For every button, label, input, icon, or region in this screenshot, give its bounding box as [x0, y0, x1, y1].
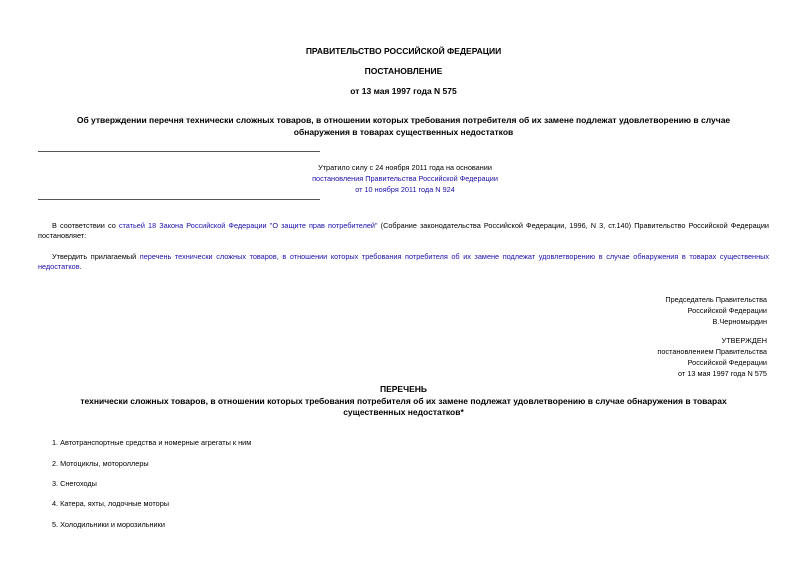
divider-top — [38, 151, 320, 152]
divider-bottom — [38, 199, 320, 200]
list-subtitle-line1: технически сложных товаров, в отношении которых требования потребителя об их замене подлежат удовлетворению в случае обнаружения в товарах — [80, 396, 727, 406]
document-title-line2: обнаружения в товарах существенных недостатков — [293, 127, 514, 137]
approved-country: Российской Федерации — [687, 358, 767, 367]
preamble-prefix: В соответствии со — [52, 221, 119, 230]
signature-position: Председатель Правительства — [665, 295, 767, 304]
law-article-link[interactable]: статьей 18 Закона Российской Федерации "О защите прав потребителей" — [118, 221, 378, 230]
list-subtitle-line2: существенных недостатков* — [343, 407, 464, 417]
signature-country: Российской Федерации — [687, 306, 767, 315]
signature-block — [507, 294, 767, 327]
government-name: ПРАВИТЕЛЬСТВО РОССИЙСКОЙ ФЕДЕРАЦИИ — [305, 46, 502, 56]
list-heading: ПЕРЕЧЕНЬ — [379, 384, 427, 394]
document-type: ПОСТАНОВЛЕНИЕ — [364, 66, 443, 76]
preamble-suffix: (Собрание законодательства Российской Федерации, 1996, N 3, ст.140) Правительство Российской Федерации постановляет: — [38, 221, 769, 240]
approved-label: УТВЕРЖДЕН — [721, 336, 767, 345]
list-item: 5. Холодильники и морозильники — [52, 520, 165, 529]
approved-by: постановлением Правительства — [657, 347, 767, 356]
approval-prefix: Утвердить прилагаемый — [52, 252, 140, 261]
list-item: 2. Мотоциклы, мотороллеры — [52, 459, 149, 468]
repeal-decree-link[interactable]: постановления Правительства Российской Федерации — [312, 174, 498, 183]
approval-suffix: . — [79, 262, 82, 271]
list-item: 4. Катера, яхты, лодочные моторы — [52, 499, 169, 508]
list-item: 3. Снегоходы — [52, 479, 97, 488]
status-note — [220, 162, 590, 195]
signature-name: В.Черномырдин — [712, 317, 767, 326]
approval-block — [507, 335, 767, 379]
repeal-decree-date-link[interactable]: от 10 ноября 2011 года N 924 — [355, 185, 455, 194]
preamble-paragraph — [38, 221, 769, 241]
document-date-number: от 13 мая 1997 года N 575 — [350, 86, 457, 96]
goods-list-link[interactable]: перечень технически сложных товаров, в отношении которых требования потребителя об их замене подлежат удовлетворению в случае обнаружения в товарах существенных недостатков — [38, 252, 769, 271]
list-item: 1. Автотранспортные средства и номерные агрегаты к ним — [52, 438, 252, 447]
status-note-text: Утратило силу с 24 ноября 2011 года на основании — [318, 163, 492, 172]
approval-paragraph — [38, 252, 769, 272]
approved-date: от 13 мая 1997 года N 575 — [678, 369, 767, 378]
document-title-line1: Об утверждении перечня технически сложных товаров, в отношении которых требования потребителя об их замене подлежат удовлетворению в случае — [76, 115, 731, 125]
